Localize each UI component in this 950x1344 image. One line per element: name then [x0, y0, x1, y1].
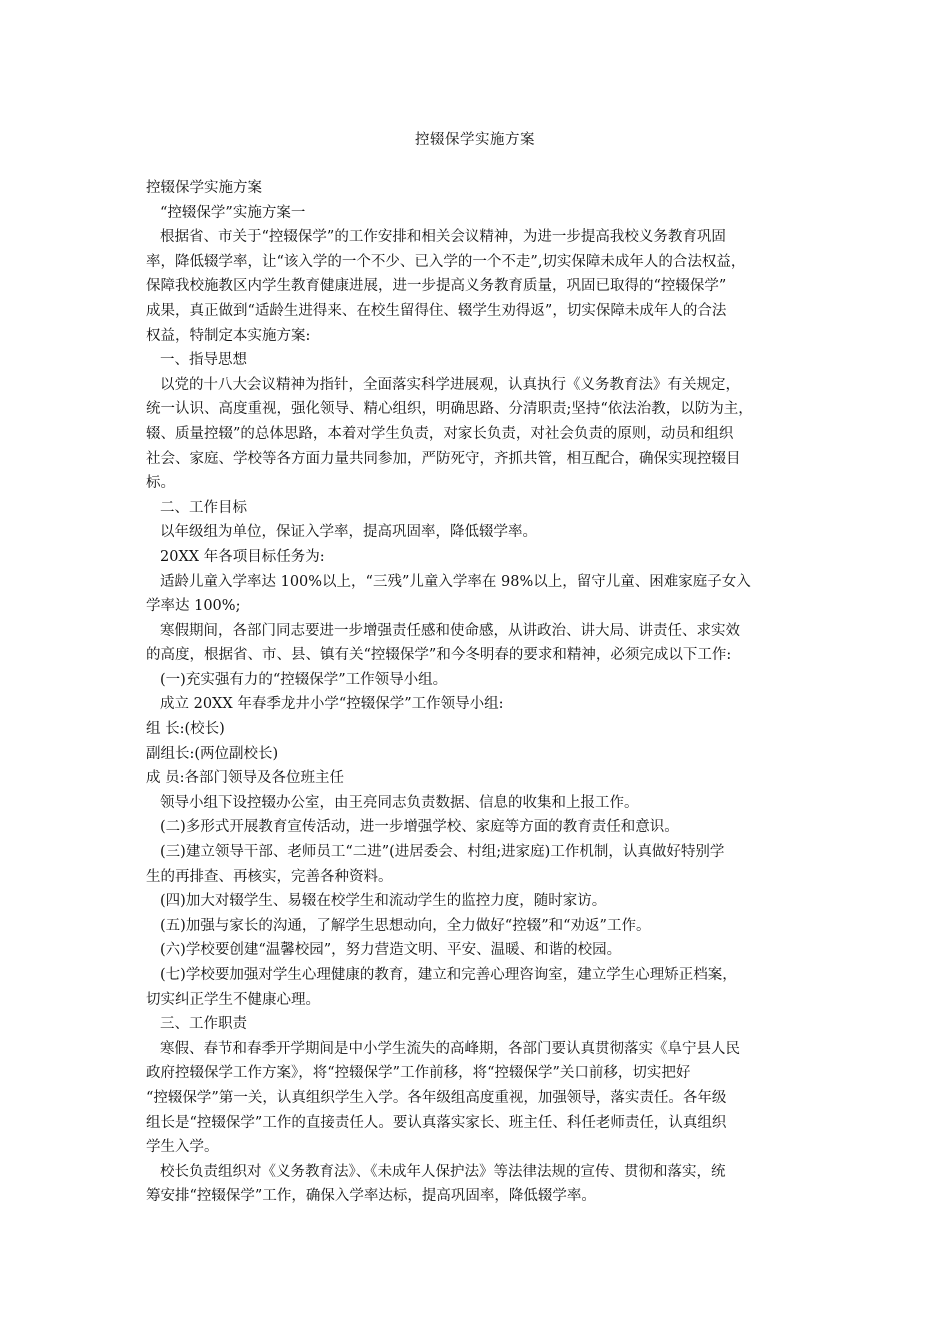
text-line: 适龄儿童入学率达 100%以上，“三残”儿童入学率在 98%以上，留守儿童、困难家庭子女入 [160, 573, 751, 590]
text-line: (一)充实强有力的“控辍保学”工作领导小组。 [160, 671, 448, 688]
text-line: 筹安排“控辍保学”工作，确保入学率达标，提高巩固率，降低辍学率。 [146, 1188, 596, 1205]
text-line: 以年级组为单位，保证入学率，提高巩固率，降低辍学率。 [160, 524, 537, 541]
text-line: 副组长:(两位副校长) [146, 745, 279, 762]
text-line: 寒假、春节和春季开学期间是中小学生流失的高峰期，各部门要认真贯彻落实《阜宁县人民 [160, 1040, 740, 1057]
text-line: 二、工作目标 [160, 499, 247, 516]
text-line: 统一认识、高度重视，强化领导、精心组织，明确思路、分清职责;坚持“依法治教，以防为主， [146, 401, 753, 418]
text-line: 政府控辍保学工作方案》，将“控辍保学”工作前移，将“控辍保学”关口前移，切实把好 [146, 1065, 691, 1082]
text-line: 权益，特制定本实施方案: [146, 327, 311, 344]
text-line: 以党的十八大会议精神为指针，全面落实科学进展观，认真执行《义务教育法》有关规定， [160, 376, 740, 393]
text-line: 切实纠正学生不健康心理。 [146, 991, 320, 1008]
text-line: 学率达 100%; [146, 598, 241, 615]
text-line: 控辍保学实施方案 [146, 180, 262, 196]
text-line: (四)加大对辍学生、易辍在校学生和流动学生的监控力度，随时家访。 [160, 893, 607, 910]
text-line: (六)学校要创建“温馨校园”，努力营造文明、平安、温暖、和谐的校园。 [160, 942, 622, 959]
text-line: (三)建立领导干部、老师员工“二进”(进居委会、村组;进家庭)工作机制，认真做好特别学 [160, 844, 725, 861]
text-line: 的高度，根据省、市、县、镇有关“控辍保学”和今冬明春的要求和精神，必须完成以下工作: [146, 647, 732, 664]
text-line: 率，降低辍学率，让“该入学的一个不少、已入学的一个不走”,切实保障未成年人的合法权益， [146, 253, 746, 270]
text-line: 一、指导思想 [160, 352, 247, 369]
text-line: 领导小组下设控辍办公室，由王亮同志负责数据、信息的收集和上报工作。 [160, 794, 639, 811]
text-line: 成立 20XX 年春季龙井小学“控辍保学”工作领导小组: [160, 696, 504, 713]
text-line: 生的再排查、再核实，完善各种资料。 [146, 868, 393, 885]
text-line: (五)加强与家长的沟通，了解学生思想动向，全力做好“控辍”和“劝返”工作。 [160, 917, 651, 934]
text-line: 校长负责组织对《义务教育法》、《未成年人保护法》等法律法规的宣传、贯彻和落实，统 [160, 1163, 726, 1180]
text-line: (七)学校要加强对学生心理健康的教育，建立和完善心理咨询室，建立学生心理矫正档案， [160, 967, 737, 983]
text-line: 成果，真正做到“适龄生进得来、在校生留得住、辍学生劝得返”，切实保障未成年人的合法 [146, 302, 727, 319]
text-line: 组 长:(校长) [146, 721, 225, 738]
text-line: 社会、家庭、学校等各方面力量共同参加，严防死守，齐抓共管，相互配合，确保实现控辍目 [146, 450, 741, 467]
text-line: 组长是“控辍保学”工作的直接责任人。要认真落实家长、班主任、科任老师责任，认真组织 [146, 1114, 727, 1131]
text-line: 辍、质量控辍”的总体思路，本着对学生负责，对家长负责，对社会负责的原则，动员和组织 [146, 425, 734, 442]
text-line: “控辍保学”实施方案一 [160, 204, 306, 221]
text-line: 寒假期间，各部门同志要进一步增强责任感和使命感，从讲政治、讲大局、讲责任、求实效 [160, 622, 740, 639]
text-line: “控辍保学”第一关，认真组织学生入学。各年级组高度重视，加强领导，落实责任。各年级 [146, 1089, 727, 1106]
text-line: 成 员:各部门领导及各位班主任 [146, 770, 344, 787]
text-line: 三、工作职责 [160, 1016, 247, 1033]
text-line: 根据省、市关于“控辍保学”的工作安排和相关会议精神，为进一步提高我校义务教育巩固 [160, 229, 726, 246]
text-line: 20XX 年各项目标任务为: [160, 548, 325, 565]
document-title: 控辍保学实施方案 [415, 132, 535, 148]
text-line: 标。 [146, 475, 175, 492]
document-body [146, 176, 806, 1209]
text-line: 保障我校施教区内学生教育健康进展，进一步提高义务教育质量，巩固已取得的“控辍保学” [146, 278, 727, 295]
text-line: 学生入学。 [146, 1139, 219, 1156]
text-line: (二)多形式开展教育宣传活动，进一步增强学校、家庭等方面的教育责任和意识。 [160, 819, 679, 836]
